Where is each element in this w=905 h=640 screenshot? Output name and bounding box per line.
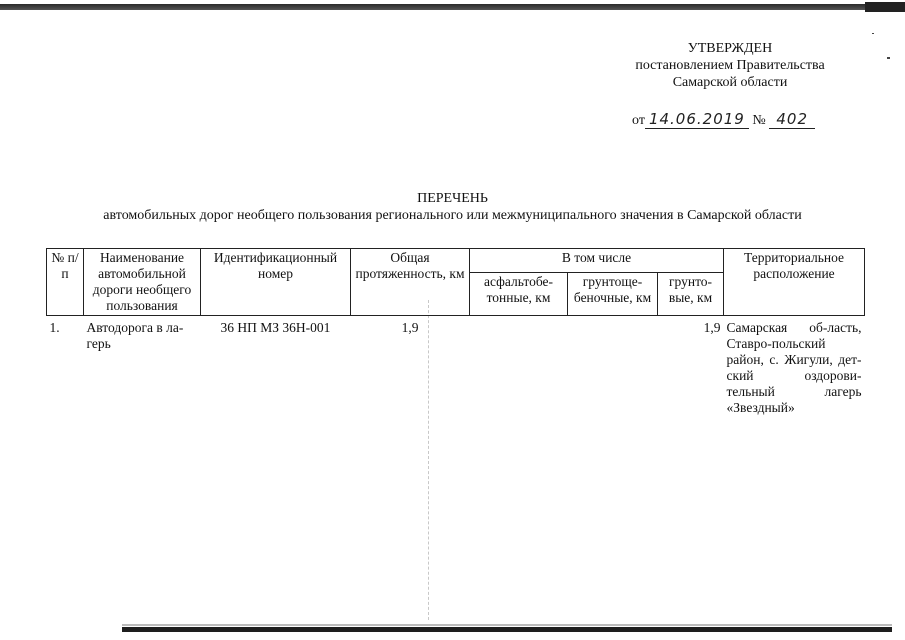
document-heading: ПЕРЕЧЕНЬ	[417, 191, 488, 206]
handwritten-date: 14.06.2019	[645, 110, 749, 129]
scan-edge-bottom-shadow	[122, 624, 892, 626]
header-id: Идентификационный номер	[201, 249, 351, 316]
scan-edge-top	[0, 4, 905, 10]
cell-name: Автодорога в ла-герь	[86, 320, 184, 351]
date-prefix: от	[632, 113, 645, 128]
approval-line: УТВЕРЖДЕН	[687, 41, 773, 56]
approval-date-line	[632, 110, 815, 129]
approval-stamp	[600, 40, 860, 91]
cell-length: 1,9	[401, 320, 419, 335]
handwritten-number: 402	[769, 110, 815, 129]
cell-gravel	[568, 316, 658, 418]
header-asphalt: асфальтобе-тонные, км	[470, 272, 568, 315]
document-subheading: автомобильных дорог необщего пользования регионального или межмуниципального значения в Самарской области	[103, 208, 802, 223]
roads-table	[46, 248, 865, 417]
header-length: Общая протяженность, км	[351, 249, 470, 316]
header-name: Наименование автомобильной дороги необщего пользования	[84, 249, 201, 316]
header-including: В том числе	[470, 249, 724, 273]
cell-ground: 1,9	[703, 320, 721, 335]
header-num: № п/п	[47, 249, 84, 316]
approval-line: Самарской области	[672, 75, 788, 90]
number-sign: №	[752, 113, 766, 128]
cell-location: Самарская об-ласть, Ставро-польский район, с. Жигули, дет-ский оздорови-тельный лагерь «Звездный»	[726, 320, 862, 415]
header-location: Территориальное расположение	[724, 249, 865, 316]
scan-edge-top-right	[865, 2, 905, 12]
header-ground: грунто-вые, км	[658, 272, 724, 315]
scan-speck	[887, 57, 890, 59]
cell-asphalt	[470, 316, 568, 418]
cell-num: 1.	[49, 320, 60, 335]
scan-edge-bottom	[122, 627, 892, 632]
header-gravel: грунтоще-беночные, км	[568, 272, 658, 315]
scan-speck	[872, 33, 874, 34]
approval-line: постановлением Правительства	[635, 58, 825, 73]
table-row	[47, 316, 865, 418]
cell-id: 36 НП МЗ 36Н-001	[220, 320, 331, 335]
